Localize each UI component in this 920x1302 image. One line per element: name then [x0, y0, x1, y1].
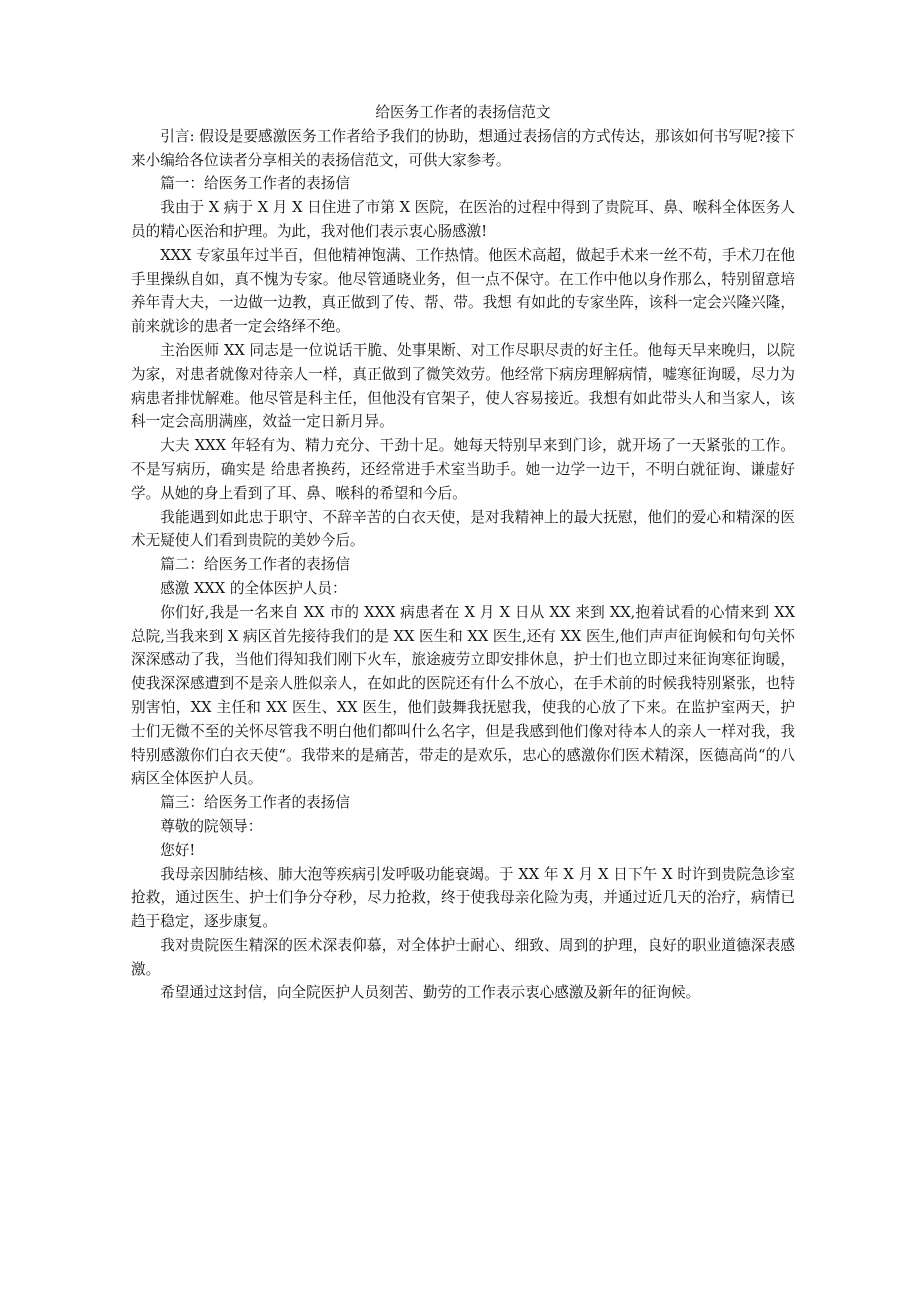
body-paragraph: 我母亲因肺结核、肺大泡等疾病引发呼吸功能衰竭。于 XX 年 X 月 X 日下午 X 时许到贵院急诊室抢救，通过医生、护士们争分夺秒，尽力抢救，终于使我母亲化险为夷，并通过近几天的治疗，病情已趋于稳定，逐步康复。 — [131, 865, 795, 931]
body-paragraph: 你们好,我是一名来自 XX 市的 XXX 病患者在 X 月 X 日从 XX 来到 XX,抱着试看的心情来到 XX 总院,当我来到 X 病区首先接待我们的是 XX 医生和 XX 医生,还有 XX 医生,他们声声征询候和句句关怀深深感动了我，当他们得知我们刚下火车，旅途疲劳立即安排休息，护士们也立即过来征询寒征询暖，使我深深感遭到不是亲人胜似亲人，在如此的医院还有什么不放心，在手术前的时候我特别紧张，也特别害怕，XX 主任和 XX 医生、XX 医生，他们鼓舞我抚慰我，使我的心放了下来。在监护室两天，护士们无微不至的关怀尽管我不明白他们都叫什么名字，但是我感到他们像对待本人的亲人一样对我，我特别感激你们白衣天使“。我带来的是痛苦，带走的是欢乐，忠心的感激你们医术精深，医德高尚“的八病区全体医护人员。 — [131, 603, 795, 788]
document-title: 给医务工作者的表扬信范文 — [375, 104, 551, 121]
intro-paragraph: 引言: 假设是要感激医务工作者给予我们的协助，想通过表扬信的方式传达，那该如何书写呢?接下来小编给各位读者分享相关的表扬信范文，可供大家参考。 — [131, 127, 795, 169]
section-heading-1: 篇一：给医务工作者的表扬信 — [160, 175, 350, 193]
document-body — [131, 101, 795, 1005]
body-paragraph: 我能遇到如此忠于职守、不辞辛苦的白衣天使，是对我精神上的最大抚慰，他们的爱心和精深的医术无疑使人们看到贵院的美妙今后。 — [131, 508, 795, 550]
body-paragraph: 大夫 XXX 年轻有为、精力充分、干劲十足。她每天特别早来到门诊，就开场了一天紧张的工作。不是写病历，确实是 给患者换药，还经常进手术室当助手。她一边学一边干，不明白就征询、谦虚好学。从她的身上看到了耳、鼻、喉科的希望和今后。 — [131, 437, 795, 502]
body-paragraph: 我由于 X 病于 X 月 X 日住进了市第 X 医院，在医治的过程中得到了贵院耳、鼻、喉科全体医务人员的精心医治和护理。为此，我对他们表示衷心肠感激! — [131, 199, 795, 240]
body-paragraph: 主治医师 XX 同志是一位说话干脆、处事果断、对工作尽职尽责的好主任。他每天早来晚归，以院为家，对患者就像对待亲人一样，真正做到了微笑效劳。他经常下病房理解病情，嘘寒征询暖，尽力为病患者排忧解难。他尽管是科主任，但他没有官架子，使人容易接近。我想有如此带头人和当家人，该科一定会高朋满座，效益一定日新月异。 — [131, 341, 795, 431]
section-heading-2: 篇二：给医务工作者的表扬信 — [160, 556, 350, 574]
section-heading-3: 篇三：给医务工作者的表扬信 — [160, 794, 350, 812]
salutation: 感激 XXX 的全体医护人员： — [160, 579, 347, 597]
closing-paragraph: 希望通过这封信，向全院医护人员刻苦、勤劳的工作表示衷心感激及新年的征询候。 — [160, 984, 701, 1002]
body-paragraph: XXX 专家虽年过半百，但他精神饱满、工作热情。他医术高超，做起手术来一丝不苟，手术刀在他手里操纵自如，真不愧为专家。他尽管通晓业务，但一点不保守。在工作中他以身作那么，特别留意培养年青大夫，一边做一边教，真正做到了传、帮、带。我想 有如此的专家坐阵，该科一定会兴隆兴隆，前来就诊的患者一定会络绎不绝。 — [131, 246, 795, 336]
greeting: 您好! — [160, 841, 196, 859]
body-paragraph: 我对贵院医生精深的医术深表仰慕，对全体护士耐心、细致、周到的护理，良好的职业道德深表感激。 — [131, 936, 795, 978]
salutation: 尊敬的院领导： — [160, 817, 263, 835]
